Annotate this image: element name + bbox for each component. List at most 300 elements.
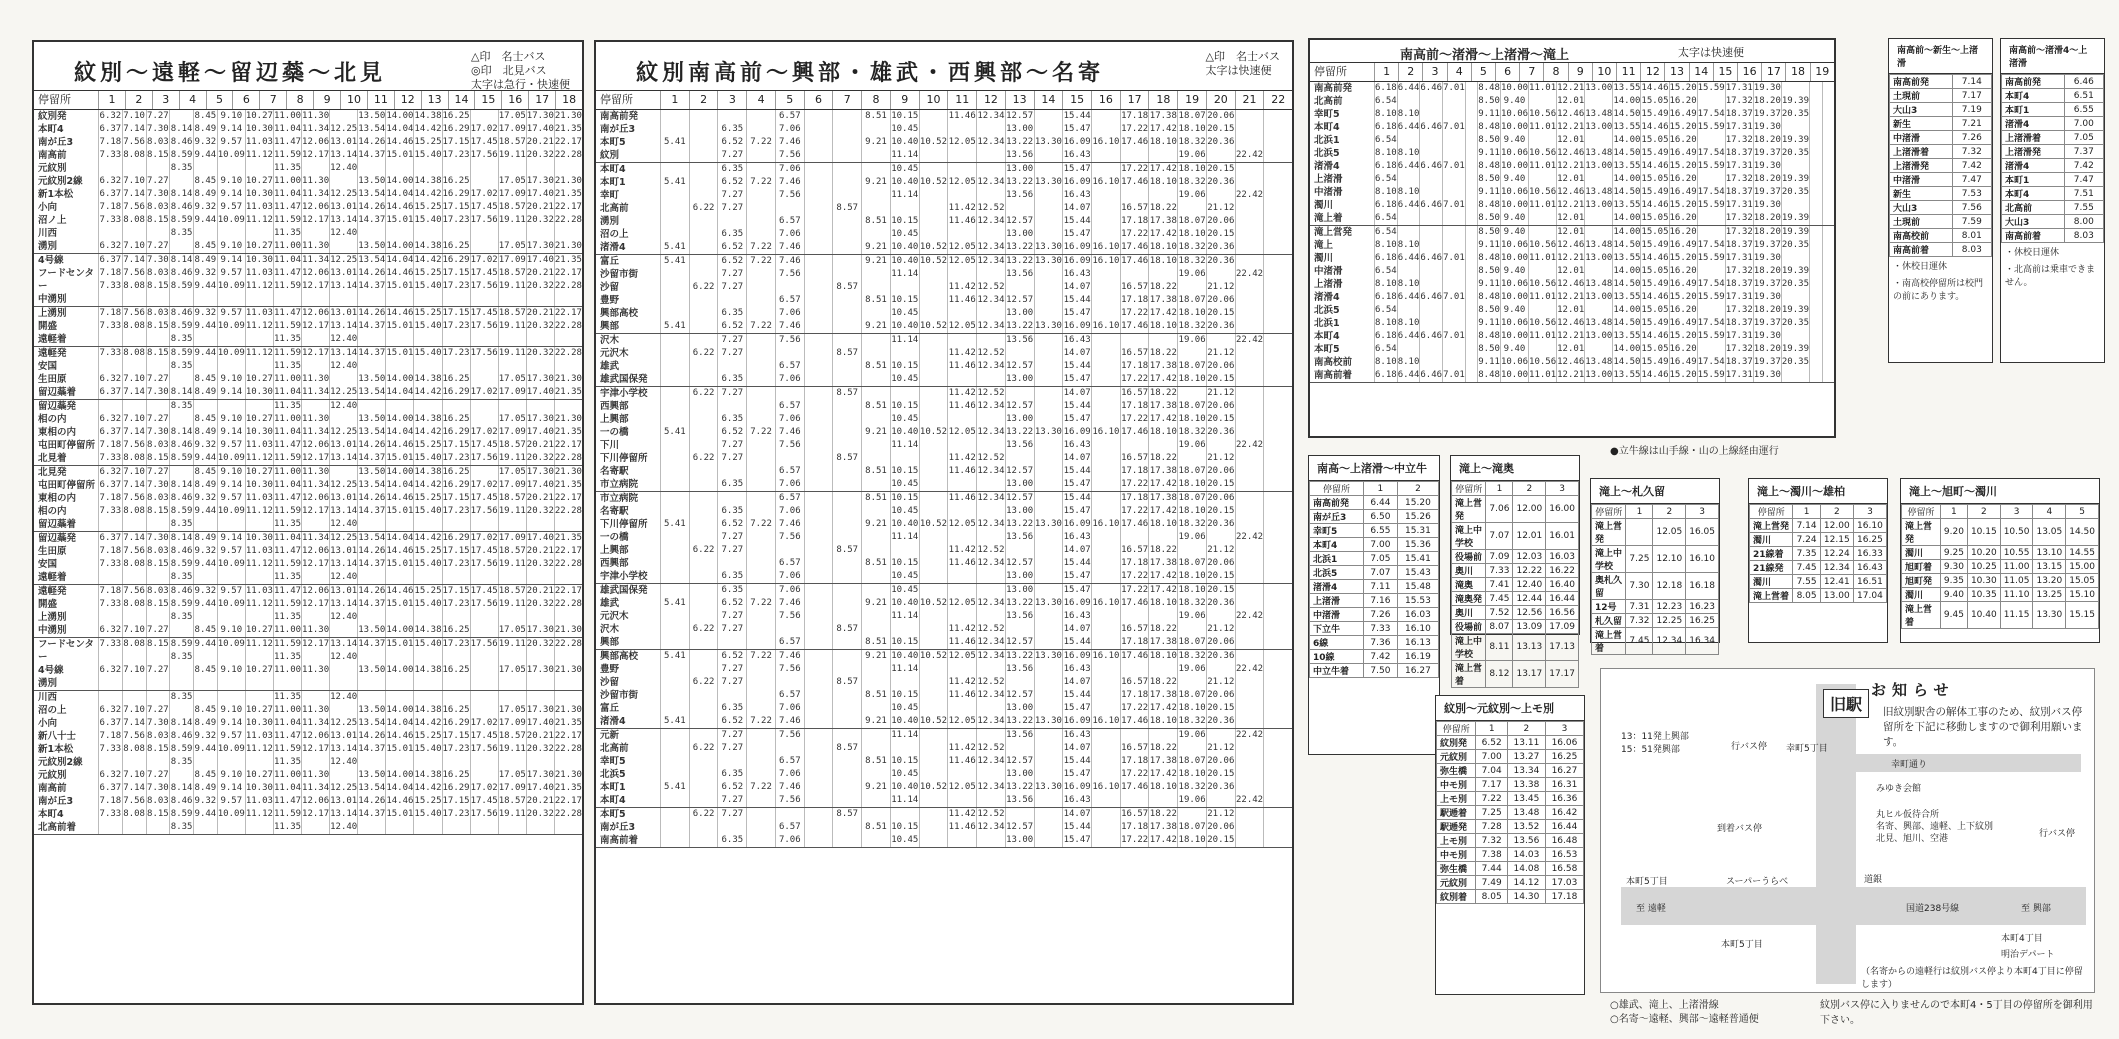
time-cell: 19.37 xyxy=(1753,240,1781,250)
time-column xyxy=(273,347,301,399)
time-cell: 22.42 xyxy=(1236,730,1264,740)
time-cell xyxy=(1420,134,1442,147)
time-cell xyxy=(1420,226,1442,239)
time-cell xyxy=(1178,623,1206,636)
time-column xyxy=(1034,584,1063,649)
time-cell: 14.07 xyxy=(1063,624,1091,634)
time-column xyxy=(1148,650,1177,728)
time-cell: 11.00 xyxy=(273,705,302,715)
time-cell: 15.25 xyxy=(414,440,442,450)
time-column xyxy=(1206,729,1235,807)
time-cell: 20.35 xyxy=(1781,187,1809,197)
time-cell xyxy=(1823,173,1835,186)
time-cell: 16.43 xyxy=(1063,795,1091,805)
time-cell: 8.45 xyxy=(194,176,217,186)
time-column xyxy=(717,163,746,254)
time-cell: 21.35 xyxy=(554,255,582,265)
header-column: 15 xyxy=(1062,91,1091,109)
time-column xyxy=(919,255,948,333)
time-cell xyxy=(147,227,170,240)
stop-names xyxy=(34,254,98,306)
time-cell xyxy=(1466,199,1478,212)
time-cell: 11.12 xyxy=(245,453,273,463)
time-cell: 13.00 xyxy=(1006,308,1034,318)
time-cell: 8.10 xyxy=(1397,357,1420,367)
time-cell xyxy=(555,227,582,240)
time-cell xyxy=(977,478,1005,491)
map-route238: 国道238号線 xyxy=(1906,904,1960,914)
stop-name: 宇津小学校 xyxy=(600,571,648,582)
time-cell xyxy=(833,163,861,176)
time-cell xyxy=(194,227,217,240)
stop-name: 北浜1 xyxy=(1314,135,1340,146)
time-cell: 14.37 xyxy=(358,599,386,609)
time-cell: 11.12 xyxy=(245,744,273,754)
time-cell xyxy=(1035,531,1063,544)
route-table-header xyxy=(1310,482,1439,496)
time-cell: 12.57 xyxy=(1006,361,1034,371)
stop-name: 上渚滑着 xyxy=(1890,145,1953,159)
legend-line: △印 名士バス xyxy=(471,50,546,63)
time-cell: 16.10 xyxy=(1853,519,1886,533)
time-cell: 9.25 xyxy=(1940,546,1967,560)
time-cell: 21.12 xyxy=(1207,388,1235,398)
time-cell xyxy=(302,756,329,769)
time-cell: 9.21 xyxy=(865,651,887,661)
time-column xyxy=(169,638,193,690)
header-column: 3 xyxy=(2000,505,2033,519)
time-cell xyxy=(1121,334,1149,347)
time-cell: 6.52 xyxy=(721,321,744,331)
time-cell xyxy=(1092,268,1120,281)
time-cell xyxy=(1420,317,1442,330)
time-cell: 19.30 xyxy=(1753,200,1781,210)
time-cell: 8.10 xyxy=(1375,279,1397,289)
route-table-row xyxy=(1750,547,1887,561)
time-column xyxy=(1235,808,1264,847)
time-cell xyxy=(833,610,861,623)
time-cell: 14.46 xyxy=(386,202,414,212)
time-cell xyxy=(358,611,385,624)
mini-route-row xyxy=(2002,145,2104,159)
time-cell xyxy=(920,505,948,518)
time-cell xyxy=(920,663,948,676)
time-cell: 20.36 xyxy=(1207,256,1235,266)
stop-name: 本町5 xyxy=(1314,344,1340,355)
time-cell: 11.30 xyxy=(302,770,330,780)
time-cell: 18.10 xyxy=(1149,782,1177,792)
time-cell: 18.57 xyxy=(498,796,526,806)
time-cell: 12.40 xyxy=(330,572,358,582)
time-cell xyxy=(1092,202,1120,215)
stop-name: 滝上中学校 xyxy=(1592,546,1626,573)
time-cell: 10.06 xyxy=(1500,357,1529,367)
time-cell: 17.03 xyxy=(1545,876,1583,890)
stop-name: 南が丘3 xyxy=(600,822,636,833)
time-cell: 17.40 xyxy=(526,124,554,134)
route-table-row xyxy=(1750,533,1887,547)
header-column: 3 xyxy=(1545,722,1583,736)
time-cell: 11.35 xyxy=(273,757,302,767)
stop-name: 開盛 xyxy=(38,321,58,332)
time-cell: 6.18 xyxy=(1375,161,1397,171)
time-cell: 15.59 xyxy=(1697,331,1725,341)
time-cell: 10.45 xyxy=(891,585,919,595)
time-cell xyxy=(147,611,170,624)
time-cell: 6.54 xyxy=(1375,305,1397,315)
time-cell xyxy=(1207,268,1235,281)
stop-name: 留辺蘂発 xyxy=(38,401,77,412)
time-column xyxy=(1034,808,1063,847)
time-cell: 14.38 xyxy=(414,111,442,121)
time-cell: 6.55 xyxy=(1363,524,1397,538)
time-cell: 7.06 xyxy=(778,571,801,581)
time-cell: 14.00 xyxy=(386,111,414,121)
time-cell xyxy=(690,834,718,847)
time-cell: 8.59 xyxy=(170,150,193,160)
time-column xyxy=(146,585,170,637)
time-cell xyxy=(147,691,170,704)
time-cell xyxy=(1698,343,1725,356)
time-cell: 11.30 xyxy=(302,176,330,186)
time-cell: 19.37 xyxy=(1753,148,1781,158)
route-table-header xyxy=(1437,722,1584,736)
time-cell xyxy=(499,691,526,704)
time-cell: 13.14 xyxy=(330,744,358,754)
time-cell: 12.40 xyxy=(1513,578,1546,592)
time-cell: 7.06 xyxy=(1486,496,1513,523)
time-cell xyxy=(1529,265,1556,278)
time-column xyxy=(413,254,441,306)
time-cell: 8.15 xyxy=(147,599,169,609)
header-column: 4 xyxy=(2033,505,2066,519)
time-cell: 8.35 xyxy=(170,572,193,582)
time-cell: 11.03 xyxy=(245,796,273,806)
time-cell xyxy=(1006,676,1034,689)
time-cell: 6.37 xyxy=(99,480,122,490)
time-cell xyxy=(1092,307,1120,320)
time-cell: 16.57 xyxy=(1121,348,1149,358)
time-column xyxy=(413,585,441,637)
time-cell: 10.40 xyxy=(891,782,919,792)
time-cell: 7.38 xyxy=(1476,848,1507,862)
time-cell: 16.20 xyxy=(1669,174,1697,184)
time-cell xyxy=(1810,239,1822,252)
time-cell: 8.51 xyxy=(865,466,887,476)
time-column xyxy=(169,400,193,465)
time-column xyxy=(746,650,775,728)
time-cell: 16.29 xyxy=(442,480,470,490)
time-column xyxy=(832,729,861,807)
time-cell: 9.40 xyxy=(1503,266,1526,276)
time-cell xyxy=(1236,373,1264,386)
time-cell: 17.40 xyxy=(526,189,554,199)
time-column xyxy=(1062,163,1091,254)
time-cell xyxy=(1782,82,1809,95)
stop-name: 紋別着 xyxy=(1437,890,1476,904)
time-cell: 6.18 xyxy=(1375,253,1397,263)
time-cell xyxy=(977,768,1005,781)
time-cell xyxy=(718,636,746,649)
stop-name: 留辺蘂発 xyxy=(38,533,77,544)
time-cell: 12.25 xyxy=(330,255,358,265)
time-cell: 7.14 xyxy=(123,255,145,265)
time-cell: 18.32 xyxy=(1178,519,1206,529)
header-column: 11 xyxy=(367,91,394,109)
time-column xyxy=(1120,492,1149,583)
time-cell xyxy=(661,110,689,123)
time-cell: 6.52 xyxy=(721,256,744,266)
time-cell xyxy=(555,571,582,584)
time-cell: 12.46 xyxy=(1557,187,1585,197)
time-cell: 20.32 xyxy=(526,321,554,331)
time-cell xyxy=(1092,544,1120,557)
time-cell: 6.22 xyxy=(692,282,715,292)
time-cell xyxy=(1443,278,1465,291)
time-cell xyxy=(1092,149,1120,162)
time-cell: 13.01 xyxy=(330,440,358,450)
time-cell xyxy=(1006,452,1034,465)
time-cell xyxy=(891,387,919,400)
time-cell: 16.44 xyxy=(1545,820,1583,834)
stop-name: 雄武 xyxy=(600,361,620,372)
time-cell: 9.32 xyxy=(194,440,217,450)
time-cell: 8.15 xyxy=(147,506,169,516)
stop-name: 奥川 xyxy=(1452,606,1486,620)
time-column xyxy=(1809,226,1822,382)
time-cell: 8.10 xyxy=(1397,279,1420,289)
time-cell: 7.18 xyxy=(99,493,122,503)
time-cell xyxy=(862,307,890,320)
time-cell: 8.11 xyxy=(1486,634,1513,661)
time-cell: 12.34 xyxy=(977,466,1005,476)
time-cell: 7.27 xyxy=(147,176,169,186)
time-cell: 7.42 xyxy=(2064,159,2103,173)
time-column xyxy=(193,466,217,531)
stop-name: 南が丘3 xyxy=(38,137,74,148)
time-cell: 16.20 xyxy=(1669,213,1697,223)
time-cell: 10.09 xyxy=(217,453,245,463)
time-cell: 19.11 xyxy=(498,150,526,160)
time-column xyxy=(98,585,122,637)
time-cell: 20.35 xyxy=(1781,148,1809,158)
time-cell: 18.10 xyxy=(1178,585,1206,595)
time-cell: 14.07 xyxy=(1063,545,1091,555)
stop-name: 土現前 xyxy=(1890,215,1953,229)
time-cell: 12.01 xyxy=(1557,213,1585,223)
time-cell xyxy=(862,702,890,715)
time-cell: 17.23 xyxy=(442,506,470,516)
time-cell: 15.05 xyxy=(1641,135,1669,145)
time-cell xyxy=(1264,544,1292,557)
time-cell: 7.30 xyxy=(147,718,169,728)
time-cell: 12.40 xyxy=(330,822,358,832)
time-column xyxy=(273,532,301,584)
time-cell: 7.06 xyxy=(778,414,801,424)
time-cell: 8.45 xyxy=(194,665,217,675)
time-cell: 6.18 xyxy=(1375,200,1397,210)
time-cell: 6.54 xyxy=(1375,174,1397,184)
time-cell: 20.32 xyxy=(526,744,554,754)
stop-name: 雄武 xyxy=(600,598,620,609)
time-cell xyxy=(747,202,775,215)
time-cell: 13.55 xyxy=(1613,122,1641,132)
stop-name: 沼の上 xyxy=(38,705,67,716)
time-cell: 16.49 xyxy=(1669,148,1697,158)
time-column xyxy=(301,466,329,531)
time-cell: 10.55 xyxy=(2000,546,2033,560)
time-cell: 16.09 xyxy=(1063,598,1091,608)
time-cell: 16.43 xyxy=(1063,611,1091,621)
time-cell: 7.14 xyxy=(123,189,145,199)
time-cell xyxy=(358,227,385,240)
time-cell: 12.21 xyxy=(1557,122,1585,132)
time-cell xyxy=(1420,239,1442,252)
stop-name: 南高校前 xyxy=(1314,357,1353,368)
time-cell: 14.37 xyxy=(358,744,386,754)
header-column: 7 xyxy=(259,91,286,109)
time-cell xyxy=(1420,173,1442,186)
stop-name: 川西 xyxy=(38,692,58,703)
time-cell xyxy=(920,834,948,847)
time-cell xyxy=(891,281,919,294)
time-cell xyxy=(747,742,775,755)
time-cell: 18.20 xyxy=(1753,96,1781,106)
time-cell: 12.34 xyxy=(977,401,1005,411)
time-cell xyxy=(977,570,1005,583)
time-column xyxy=(526,347,554,399)
time-cell xyxy=(1035,307,1063,320)
time-column xyxy=(919,808,948,847)
time-cell xyxy=(920,215,948,228)
time-cell: 17.45 xyxy=(470,202,498,212)
time-cell xyxy=(194,691,217,704)
time-cell: 8.46 xyxy=(170,796,193,806)
time-cell: 13.56 xyxy=(1006,335,1034,345)
time-cell xyxy=(718,465,746,478)
time-cell: 15.48 xyxy=(1397,580,1438,594)
time-cell: 17.56 xyxy=(470,809,498,819)
time-cell: 8.57 xyxy=(836,453,859,463)
header-column: 13 xyxy=(1664,63,1688,81)
time-cell: 13.55 xyxy=(1613,200,1641,210)
time-cell xyxy=(99,611,122,624)
time-cell: 19.11 xyxy=(498,599,526,609)
time-cell xyxy=(690,426,718,439)
time-cell: 15.40 xyxy=(414,321,442,331)
time-cell: 10.27 xyxy=(245,374,273,384)
time-cell xyxy=(1035,189,1063,202)
time-cell xyxy=(1466,134,1478,147)
time-cell: 11.03 xyxy=(245,137,273,147)
time-cell: 20.15 xyxy=(1207,229,1235,239)
time-cell: 14.00 xyxy=(386,414,414,424)
time-cell: 16.09 xyxy=(1063,427,1091,437)
time-cell: 9.44 xyxy=(194,281,217,291)
time-cell: 8.03 xyxy=(147,586,169,596)
time-cell: 8.51 xyxy=(865,216,887,226)
time-cell: 15.26 xyxy=(1397,510,1438,524)
time-cell xyxy=(661,663,689,676)
time-cell xyxy=(386,162,413,175)
time-cell xyxy=(805,268,833,281)
time-cell: 11.42 xyxy=(948,348,976,358)
time-cell xyxy=(1035,821,1063,834)
time-cell: 8.57 xyxy=(836,743,859,753)
time-cell: 13.50 xyxy=(358,770,386,780)
time-cell: 8.46 xyxy=(170,308,193,318)
time-cell xyxy=(1035,610,1063,623)
time-cell: 7.27 xyxy=(721,440,744,450)
time-column xyxy=(193,638,217,690)
time-cell: 13.20 xyxy=(2033,574,2066,588)
time-column xyxy=(146,307,170,346)
time-cell: 14.30 xyxy=(1507,890,1545,904)
time-cell: 11.15 xyxy=(2000,602,2033,629)
time-cell: 14.26 xyxy=(358,546,386,556)
header-column: 5 xyxy=(206,91,233,109)
time-cell: 17.22 xyxy=(1121,585,1149,595)
time-cell xyxy=(833,518,861,531)
time-column xyxy=(1500,82,1528,225)
time-column xyxy=(1034,110,1063,162)
time-cell: 7.56 xyxy=(123,308,145,318)
time-cell: 10.30 xyxy=(245,718,273,728)
time-cell: 8.14 xyxy=(170,718,193,728)
time-column xyxy=(1034,729,1063,807)
time-cell: 6.52 xyxy=(721,598,744,608)
time-cell: 12.06 xyxy=(302,546,330,556)
time-cell: 6.32 xyxy=(99,467,122,477)
time-cell: 7.56 xyxy=(1952,201,1991,215)
stop-name: 沢木 xyxy=(600,335,620,346)
time-cell: 18.37 xyxy=(1725,357,1753,367)
time-cell xyxy=(1092,123,1120,136)
time-column xyxy=(890,255,919,333)
time-cell: 7.27 xyxy=(147,665,169,675)
time-cell: 18.07 xyxy=(1178,111,1206,121)
time-cell: 10.15 xyxy=(891,558,919,568)
time-cell: 17.56 xyxy=(470,348,498,358)
time-cell: 20.32 xyxy=(526,150,554,160)
time-column xyxy=(1822,226,1835,382)
stop-name: 北浜5 xyxy=(1310,566,1364,580)
time-column xyxy=(861,334,890,386)
time-cell: 10.27 xyxy=(245,770,273,780)
stop-name: 新1本松 xyxy=(38,189,74,200)
time-cell xyxy=(690,557,718,570)
time-cell xyxy=(833,189,861,202)
time-cell xyxy=(805,360,833,373)
time-column xyxy=(193,691,217,834)
time-cell: 19.30 xyxy=(1753,161,1781,171)
time-column xyxy=(1148,387,1177,491)
time-cell: 8.45 xyxy=(194,625,217,635)
time-cell: 19.06 xyxy=(1178,532,1206,542)
time-cell xyxy=(330,664,357,677)
time-cell: 6.54 xyxy=(1375,266,1397,276)
time-cell: 5.41 xyxy=(664,242,686,252)
time-cell xyxy=(805,149,833,162)
route-table-grid xyxy=(1591,504,1719,655)
time-cell xyxy=(302,518,329,531)
time-cell: 11.46 xyxy=(948,361,976,371)
time-cell: 18.22 xyxy=(1149,809,1177,819)
time-cell: 7.30 xyxy=(147,783,169,793)
time-cell xyxy=(414,611,441,624)
time-cell: 19.06 xyxy=(1178,190,1206,200)
time-cell xyxy=(1236,123,1264,136)
